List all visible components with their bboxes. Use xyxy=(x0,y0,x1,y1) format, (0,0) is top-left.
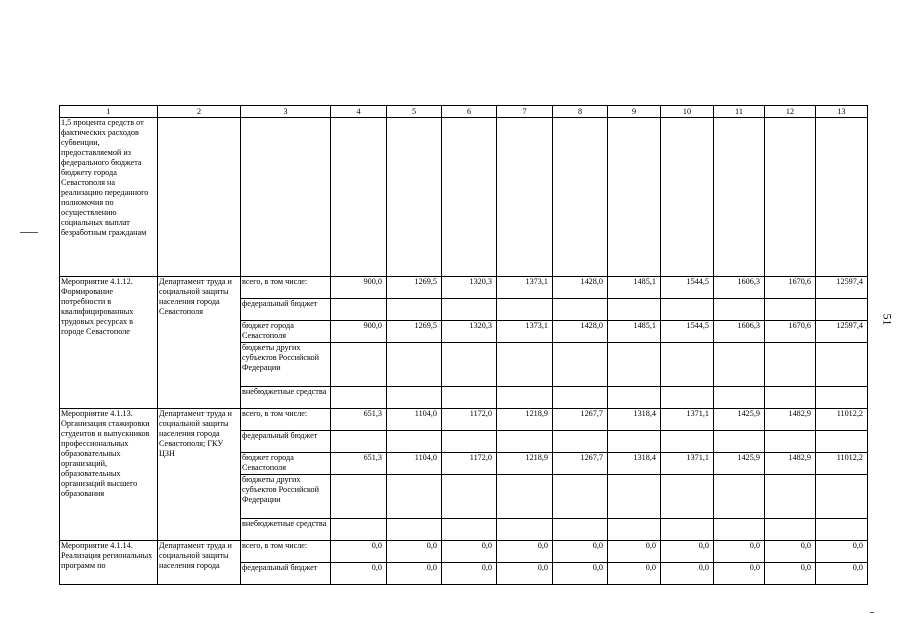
value-cell: 1371,1 xyxy=(661,453,714,475)
value-cell: 0,0 xyxy=(714,563,765,585)
value-cell: 0,0 xyxy=(816,541,868,563)
activity-name: Мероприятие 4.1.14. Реализация региональных программ по xyxy=(60,541,158,585)
value-cell: 651,3 xyxy=(331,453,387,475)
value-cell: 1318,4 xyxy=(608,409,661,431)
table-row xyxy=(60,409,868,431)
column-header: 13 xyxy=(816,106,868,118)
value-cell: 0,0 xyxy=(387,541,442,563)
value-cell: 1544,5 xyxy=(661,277,714,299)
value-cell: 1428,0 xyxy=(553,321,608,343)
continuation-text: 1,5 процента средств от фактических расходов субвенции, предоставляемой из федерального бюджета бюджету города Севастополя на реализацию переданного полномочия по осуществлению социальных выплат безработным гражданам xyxy=(60,118,158,277)
scan-mark xyxy=(20,232,38,233)
budget-table xyxy=(59,105,868,585)
source-label: всего, в том числе: xyxy=(241,277,331,299)
value-cell: 1606,3 xyxy=(714,321,765,343)
table-row xyxy=(60,277,868,299)
source-label: федеральный бюджет xyxy=(241,431,331,453)
value-cell: 0,0 xyxy=(442,563,497,585)
value-cell: 1218,9 xyxy=(497,409,553,431)
value-cell: 1606,3 xyxy=(714,277,765,299)
value-cell: 1172,0 xyxy=(442,453,497,475)
activity-name: Мероприятие 4.1.12. Формирование потребности в квалифицированных трудовых ресурсах в городе Севастополе xyxy=(60,277,158,409)
column-header: 12 xyxy=(765,106,816,118)
column-header: 11 xyxy=(714,106,765,118)
source-label: бюджет города Севастополя xyxy=(241,453,331,475)
value-cell: 1267,7 xyxy=(553,453,608,475)
table-row xyxy=(60,541,868,563)
source-label: бюджеты других субъектов Российской Федерации xyxy=(241,343,331,387)
source-label: федеральный бюджет xyxy=(241,563,331,585)
value-cell: 0,0 xyxy=(331,541,387,563)
column-header: 5 xyxy=(387,106,442,118)
value-cell: 0,0 xyxy=(387,563,442,585)
value-cell: 0,0 xyxy=(608,541,661,563)
value-cell: 1373,1 xyxy=(497,277,553,299)
value-cell: 0,0 xyxy=(714,541,765,563)
value-cell: 1482,9 xyxy=(765,409,816,431)
value-cell: 1320,3 xyxy=(442,321,497,343)
value-cell: 0,0 xyxy=(497,563,553,585)
value-cell: 1267,7 xyxy=(553,409,608,431)
value-cell: 0,0 xyxy=(661,541,714,563)
column-header: 1 xyxy=(60,106,158,118)
value-cell: 1318,4 xyxy=(608,453,661,475)
value-cell: 1104,0 xyxy=(387,453,442,475)
value-cell: 0,0 xyxy=(816,563,868,585)
value-cell: 1670,6 xyxy=(765,277,816,299)
column-number-row xyxy=(60,106,868,118)
value-cell: 0,0 xyxy=(553,563,608,585)
value-cell: 0,0 xyxy=(608,563,661,585)
source-label: внебюджетные средства xyxy=(241,387,331,409)
column-header: 6 xyxy=(442,106,497,118)
column-header: 8 xyxy=(553,106,608,118)
column-header: 9 xyxy=(608,106,661,118)
value-cell: 0,0 xyxy=(661,563,714,585)
scan-mark xyxy=(870,612,874,613)
source-label: бюджеты других субъектов Российской Федерации xyxy=(241,475,331,519)
activity-executor: Департамент труда и социальной защиты населения города Севастополя; ГКУ ЦЗН xyxy=(158,409,241,541)
column-header: 7 xyxy=(497,106,553,118)
value-cell: 1269,5 xyxy=(387,277,442,299)
activity-name: Мероприятие 4.1.13. Организация стажировки студентов и выпускников профессиональных образовательных организаций, образовательных организаций высшего образования xyxy=(60,409,158,541)
activity-executor: Департамент труда и социальной защиты населения города xyxy=(158,541,241,585)
value-cell: 0,0 xyxy=(442,541,497,563)
value-cell: 1269,5 xyxy=(387,321,442,343)
source-label: внебюджетные средства xyxy=(241,519,331,541)
value-cell: 900,0 xyxy=(331,277,387,299)
value-cell: 0,0 xyxy=(331,563,387,585)
value-cell: 1485,1 xyxy=(608,321,661,343)
value-cell: 1320,3 xyxy=(442,277,497,299)
page-number: 51 xyxy=(880,313,895,326)
activity-executor: Департамент труда и социальной защиты населения города Севастополя xyxy=(158,277,241,409)
value-cell: 12597,4 xyxy=(816,277,868,299)
value-cell: 1172,0 xyxy=(442,409,497,431)
value-cell: 0,0 xyxy=(553,541,608,563)
value-cell: 1371,1 xyxy=(661,409,714,431)
source-label: всего, в том числе: xyxy=(241,409,331,431)
column-header: 3 xyxy=(241,106,331,118)
value-cell: 1428,0 xyxy=(553,277,608,299)
value-cell: 1670,6 xyxy=(765,321,816,343)
value-cell: 1373,1 xyxy=(497,321,553,343)
value-cell: 0,0 xyxy=(765,563,816,585)
column-header: 4 xyxy=(331,106,387,118)
source-label: всего, в том числе: xyxy=(241,541,331,563)
value-cell: 11012,2 xyxy=(816,453,868,475)
value-cell: 900,0 xyxy=(331,321,387,343)
column-header: 2 xyxy=(158,106,241,118)
value-cell: 1425,9 xyxy=(714,453,765,475)
value-cell: 1218,9 xyxy=(497,453,553,475)
value-cell: 1544,5 xyxy=(661,321,714,343)
value-cell: 1425,9 xyxy=(714,409,765,431)
value-cell: 1482,9 xyxy=(765,453,816,475)
value-cell: 11012,2 xyxy=(816,409,868,431)
source-label: бюджет города Севастополя xyxy=(241,321,331,343)
continuation-row xyxy=(60,118,868,277)
value-cell: 0,0 xyxy=(765,541,816,563)
value-cell: 0,0 xyxy=(497,541,553,563)
value-cell: 651,3 xyxy=(331,409,387,431)
value-cell: 1104,0 xyxy=(387,409,442,431)
value-cell: 12597,4 xyxy=(816,321,868,343)
value-cell: 1485,1 xyxy=(608,277,661,299)
source-label: федеральный бюджет xyxy=(241,299,331,321)
column-header: 10 xyxy=(661,106,714,118)
